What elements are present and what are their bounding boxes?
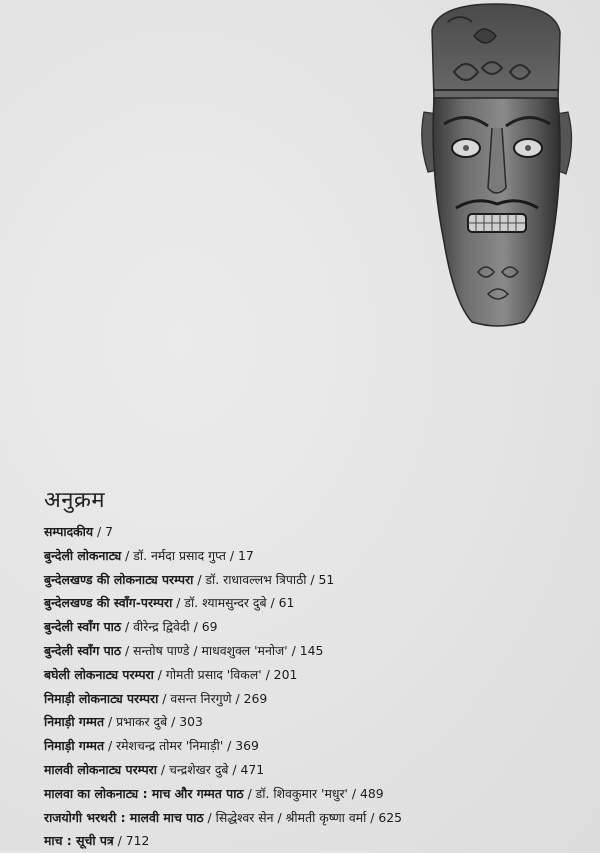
toc-entry <box>44 710 584 734</box>
toc-entry-title: निमाड़ी लोकनाट्य परम्परा <box>44 690 159 706</box>
toc-entry-author-page: / डॉ. राधावल्लभ त्रिपाठी / 51 <box>193 571 335 587</box>
toc-entry-title: बुन्देलखण्ड की लोकनाट्य परम्परा <box>44 571 194 587</box>
toc-entry-author-page: / डॉ. शिवकुमार 'मधुर' / 489 <box>243 785 384 801</box>
toc-entry-title: माच : सूची पत्र <box>44 833 114 849</box>
toc-entry-author-page: / डॉ. श्यामसुन्दर दुबे / 61 <box>172 595 295 611</box>
toc-entry <box>44 663 584 687</box>
toc-entry-author-page: / वसन्त निरगुणे / 269 <box>158 690 268 706</box>
toc-entry-author-page: / सिद्धेश्वर सेन / श्रीमती कृष्णा वर्मा / 625 <box>203 809 403 825</box>
toc-entry-author-page: / चन्द्रशेखर दुबे / 471 <box>156 761 265 777</box>
toc-entry <box>44 758 584 782</box>
toc-entry-title: राजयोगी भरथरी : मालवी माच पाठ <box>44 809 204 825</box>
toc-entry <box>44 544 584 568</box>
toc-entry-title: सम्पादकीय <box>44 524 94 539</box>
toc-entry-author-page: / डॉ. नर्मदा प्रसाद गुप्त / 17 <box>121 547 254 563</box>
toc-entry <box>44 829 584 853</box>
toc-entry-author-page: / प्रभाकर दुबे / 303 <box>104 714 203 730</box>
toc-entry-title: बुन्देली लोकनाट्य <box>44 547 122 563</box>
toc-entry-title: मालवा का लोकनाट्य : माच और गम्मत पाठ <box>44 785 244 801</box>
toc-entry-author-page: / सन्तोष पाण्डे / माधवशुक्ल 'मनोज' / 145 <box>121 642 324 658</box>
toc-entry <box>44 591 584 615</box>
toc-entry-author-page: / रमेशचन्द्र तोमर 'निमाड़ी' / 369 <box>104 738 259 754</box>
toc-heading: अनुक्रम <box>44 488 106 513</box>
toc-entry <box>44 568 584 592</box>
toc-entry <box>44 782 584 806</box>
toc-entry-author-page: / 712 <box>113 833 150 849</box>
toc-list <box>44 520 584 853</box>
toc-entry-title: बुन्देली स्वाँग पाठ <box>44 642 122 658</box>
mask-illustration <box>418 2 578 330</box>
toc-entry-title: बघेली लोकनाट्य परम्परा <box>44 666 154 682</box>
toc-entry-author-page: / गोमती प्रसाद 'विकल' / 201 <box>153 666 298 682</box>
toc-entry <box>44 520 584 544</box>
toc-entry <box>44 615 584 639</box>
toc-entry-title: निमाड़ी गम्मत <box>44 738 105 754</box>
toc-entry <box>44 734 584 758</box>
toc-entry-author-page: / वीरेन्द्र द्विवेदी / 69 <box>121 619 218 635</box>
toc-entry <box>44 806 584 830</box>
toc-entry-title: बुन्देलखण्ड की स्वाँग-परम्परा <box>44 595 173 611</box>
toc-entry-title: मालवी लोकनाट्य परम्परा <box>44 761 157 777</box>
table-of-contents <box>44 486 584 853</box>
toc-entry <box>44 639 584 663</box>
toc-entry <box>44 687 584 711</box>
toc-entry-author-page: / 7 <box>93 524 114 539</box>
toc-entry-title: बुन्देली स्वाँग पाठ <box>44 619 122 635</box>
toc-entry-title: निमाड़ी गम्मत <box>44 714 105 730</box>
